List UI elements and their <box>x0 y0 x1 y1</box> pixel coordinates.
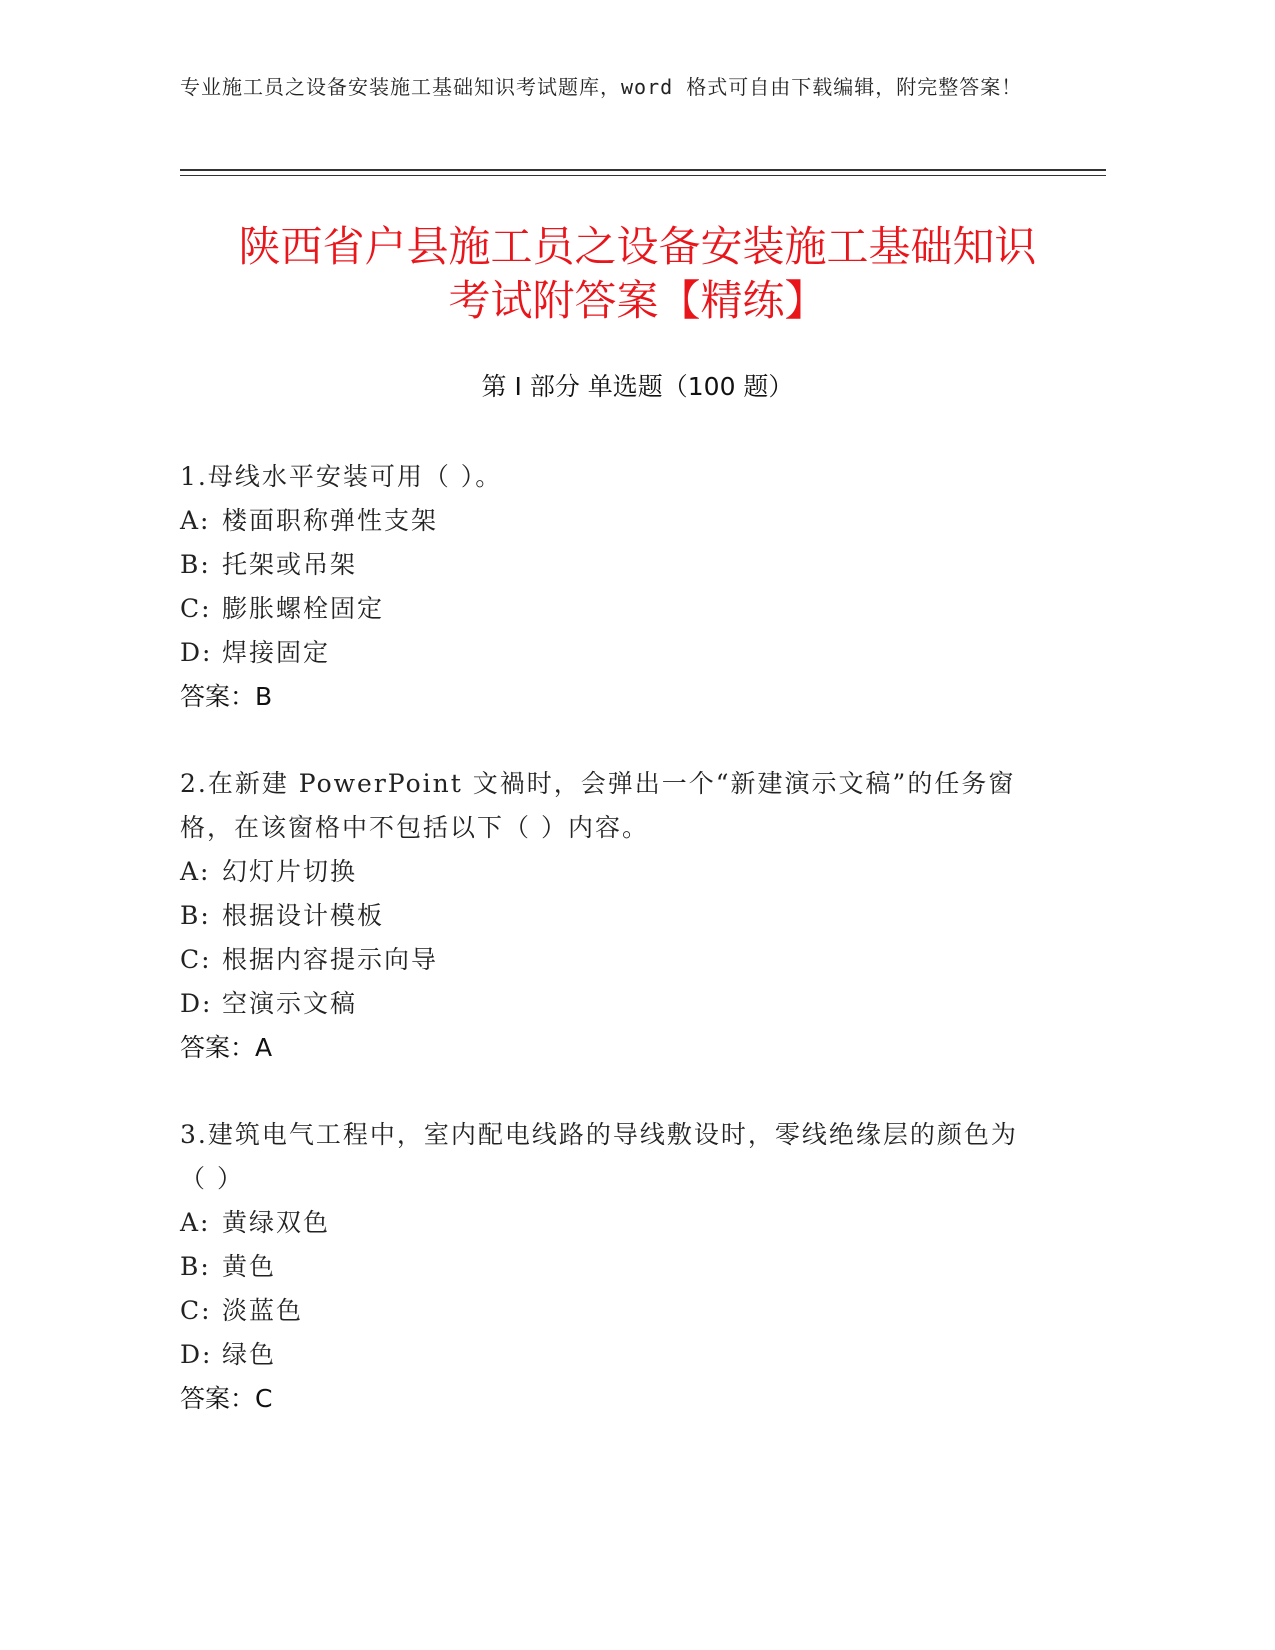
option-text: 膨胀螺栓固定 <box>222 594 385 623</box>
question-1 <box>180 455 1040 719</box>
option-text: 幻灯片切换 <box>222 857 358 886</box>
question-stem: 1.母线水平安装可用（ ）。 <box>180 462 503 491</box>
question-3 <box>180 1113 1040 1421</box>
option-c <box>180 1289 1040 1333</box>
question-list <box>180 455 1040 1464</box>
option-d <box>180 631 1040 675</box>
question-2 <box>180 762 1040 1070</box>
option-text: 空演示文稿 <box>222 989 358 1018</box>
option-text: 托架或吊架 <box>222 550 358 579</box>
option-key: D: <box>180 989 213 1018</box>
option-key: B: <box>180 550 211 579</box>
option-key: D: <box>180 638 213 667</box>
title-line-1: 陕西省户县施工员之设备安装施工基础知识 <box>238 222 1037 271</box>
header-note: 专业施工员之设备安装施工基础知识考试题库，word 格式可自由下载编辑，附完整答案！ <box>180 75 1023 99</box>
option-key: C: <box>180 945 212 974</box>
option-a <box>180 1201 1040 1245</box>
answer-line: 答案：A <box>180 1033 273 1062</box>
option-key: B: <box>180 1252 211 1281</box>
header-rule-thin <box>180 175 1106 176</box>
answer-line: 答案：B <box>180 682 273 711</box>
option-b <box>180 543 1040 587</box>
option-key: C: <box>180 1296 212 1325</box>
option-text: 焊接固定 <box>222 638 331 667</box>
option-text: 根据设计模板 <box>222 901 385 930</box>
option-d <box>180 982 1040 1026</box>
option-b <box>180 1245 1040 1289</box>
option-c <box>180 587 1040 631</box>
title-line-2: 考试附答案【精练】 <box>448 276 827 325</box>
option-text: 淡蓝色 <box>222 1296 304 1325</box>
option-text: 黄色 <box>222 1252 277 1281</box>
option-text: 楼面职称弹性支架 <box>222 506 439 535</box>
option-key: B: <box>180 901 211 930</box>
section-heading: 第 I 部分 单选题（100 题） <box>481 372 794 401</box>
option-key: C: <box>180 594 212 623</box>
answer-line: 答案：C <box>180 1384 273 1413</box>
question-stem: 2.在新建 PowerPoint 文禍时，会弹出一个“新建演示文稿”的任务窗格，在该窗格中不包括以下（ ）内容。 <box>180 769 1016 842</box>
document-title <box>150 220 1125 328</box>
option-d <box>180 1333 1040 1377</box>
option-text: 绿色 <box>222 1340 277 1369</box>
option-c <box>180 938 1040 982</box>
header-rule-thick <box>180 169 1106 171</box>
option-key: A: <box>180 857 211 886</box>
option-a <box>180 499 1040 543</box>
option-key: A: <box>180 506 211 535</box>
option-text: 根据内容提示向导 <box>222 945 439 974</box>
option-key: D: <box>180 1340 213 1369</box>
option-key: A: <box>180 1208 211 1237</box>
question-stem: 3.建筑电气工程中，室内配电线路的导线敷设时，零线绝缘层的颜色为（ ） <box>180 1120 1018 1193</box>
option-b <box>180 894 1040 938</box>
option-text: 黄绿双色 <box>222 1208 331 1237</box>
option-a <box>180 850 1040 894</box>
